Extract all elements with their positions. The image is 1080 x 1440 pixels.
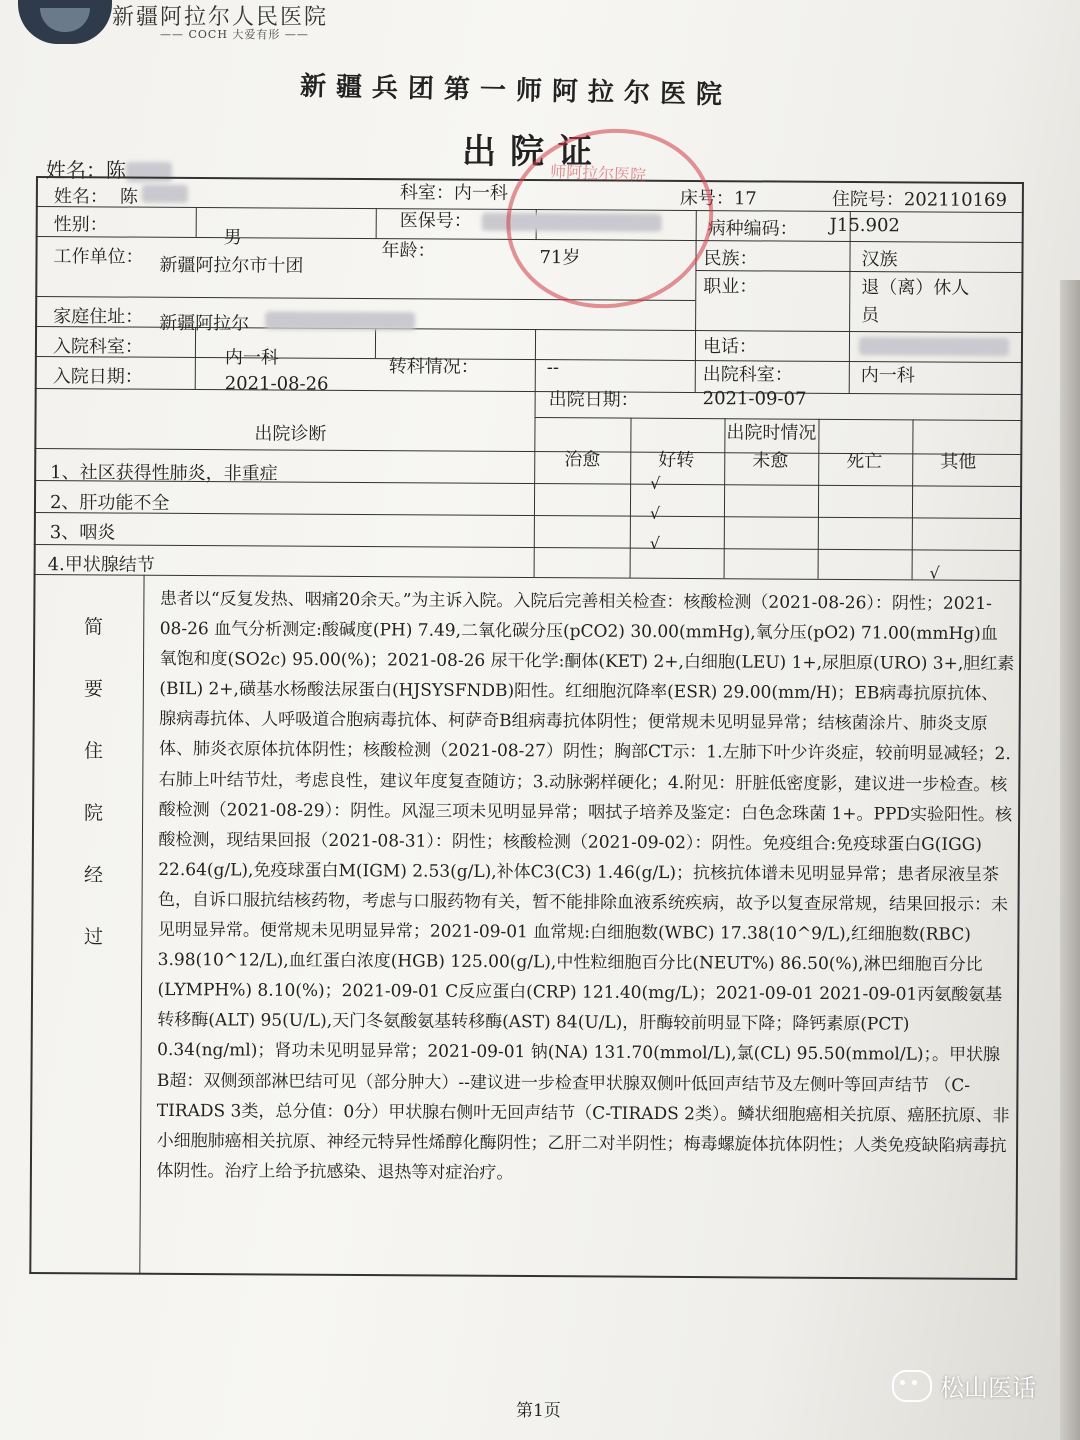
name-value: 陈 xyxy=(119,186,138,208)
age-value: 71岁 xyxy=(539,247,581,269)
in-date-value: 2021-08-26 xyxy=(224,373,329,395)
seal-text: 师阿拉尔医院 xyxy=(549,161,647,185)
insurance-label: 医保号： xyxy=(399,210,472,232)
ethnic-label: 民族： xyxy=(703,248,758,270)
check-row-2: √ xyxy=(649,503,661,523)
work-value: 新疆阿拉尔市十团 xyxy=(159,254,304,277)
hospitalization-summary: 患者以“反复发热、咽痛20余天。”为主诉入院。入院后完善相关检查：核酸检测（2021-08-26）：阴性；2021-08-26 血气分析测定:酸碱度(PH) 7.49,二氧化碳分压(pCO2) 30.00(mmHg),氧分压(pO2) 71.00(mmHg)血氧饱和度(SO2c) 95.00(%)；2021-08-26 尿干化学:酮体(KET) 2+,白细胞(LEU) 1+,尿胆原(URO) 3+,胆红素(BIL) 2+,磺基水杨酸法尿蛋白(HJSYSFNDB)阳性。红细胞沉降率(ESR) 29.00(mm/H)；EB病毒抗原抗体、腺病毒抗体、人呼吸道合胞病毒抗体、柯萨奇B组病毒抗体阴性；便常规未见明显异常；结核菌涂片、肺炎支原体、肺炎衣原体抗体阴性；核酸检测（2021-08-27）阴性；胸部CT示：1.左肺下叶少许炎症，较前明显减轻；2.右肺上叶结节灶，考虑良性，建议年度复查随访；3.动脉粥样硬化；4.附见：肝脏低密度影，建议进一步检查。核酸检测（2021-08-29）：阴性。风湿三项未见明显异常；咽拭子培养及鉴定：白色念珠菌 1+。PPD实验阳性。核酸检测，现结果回报（2021-08-31）：阴性；核酸检测（2021-09-02）：阴性。免疫组合:免疫球蛋白G(IGG) 22.64(g/L),免疫球蛋白M(IGM) 2.53(g/L),补体C3(C3) 1.46(g/L)；抗核抗体谱未见明显异常；患者尿液呈茶色，自诉口服抗结核药物，考虑与口服药物有关，暂不能排除血液系统疾病，故予以复查尿常规，结果回报示：未见明显异常。便常规未见明显异常；2021-09-01 血常规:白细胞数(WBC) 17.38(10^9/L),红细胞数(RBC) 3.98(10^12/L),血红蛋白浓度(HGB) 125.00(g/L),中性粒细胞百分比(NEUT%) 86.50(%),淋巴细胞百分比(LYMPH%) 8.10(%)；2021-09-01 C反应蛋白(CRP) 121.40(mg/L)；2021-09-01 2021-09-01丙氨酸氨基转移酶(ALT) 95(U/L),天门冬氨酸氨基转移酶(AST) 84(U/L)，肝酶较前明显下降；降钙素原(PCT) 0.34(ng/ml)；肾功未见明显异常；2021-09-01 钠(NA) 131.70(mmol/L),氯(CL) 95.50(mmol/L)；。甲状腺B超：双侧颈部淋巴结可见（部分肿大）--建议进一步检查甲状腺双侧叶低回声结节及左侧叶等回声结节 （C-TIRADS 3类，总分值：0分）甲状腺右侧叶无回声结节（C-TIRADS 2类）。鳞状细胞癌相关抗原、癌胚抗原、非小细胞肺癌相关抗原、神经元特异性烯醇化酶阴性；乙肝二对半阴性；梅毒螺旋体抗体阴性；人类免疫缺陷病毒抗体阴性。治疗上给予抗感染、退热等对症治疗。 xyxy=(156,588,1015,1183)
transfer-value: -- xyxy=(546,357,560,379)
watermark xyxy=(892,1368,1036,1403)
hospital-title: 新疆兵团第一师阿拉尔医院 xyxy=(299,71,733,111)
check-row-3: √ xyxy=(649,533,661,553)
diagnosis-row-4: 4.甲状腺结节 xyxy=(47,554,155,576)
dept: 科室：内一科 xyxy=(399,182,508,204)
logo-slogan: —— COCH 大爱有形 —— xyxy=(160,28,309,41)
col-cured: 治愈 xyxy=(564,449,601,471)
col-uncured: 未愈 xyxy=(752,450,789,472)
out-dept-value: 内一科 xyxy=(860,365,915,387)
redacted-name-2 xyxy=(142,185,188,203)
redacted-address xyxy=(265,311,415,330)
check-row-1: √ xyxy=(650,473,661,493)
page-edge-shadow xyxy=(1060,280,1080,1440)
in-dept-label: 入院科室： xyxy=(52,336,144,358)
sex-value: 男 xyxy=(223,227,242,249)
out-date-value: 2021-09-07 xyxy=(702,388,807,410)
in-dept-value: 内一科 xyxy=(224,347,279,369)
wechat-icon xyxy=(892,1370,932,1402)
disease-code-value: J15.902 xyxy=(829,214,900,237)
col-improved: 好转 xyxy=(658,449,695,472)
disease-code-label: 病种编码： xyxy=(707,218,798,240)
address-value: 新疆阿拉尔 xyxy=(159,312,250,335)
summary-label-3: 住 xyxy=(84,740,104,762)
age-label: 年龄： xyxy=(381,240,436,262)
job-value-1: 退（离）休人 xyxy=(861,277,970,299)
logo-name: 新疆阿拉尔人民医院 xyxy=(112,5,329,30)
document-title: 出院证 xyxy=(462,132,606,172)
transfer-label: 转科情况： xyxy=(388,356,479,378)
bed: 床号：17 xyxy=(679,187,757,210)
top-name-text: 姓名：陈 xyxy=(46,158,126,182)
summary-label-4: 院 xyxy=(84,802,104,824)
col-other: 其他 xyxy=(940,451,977,473)
summary-label-5: 经 xyxy=(84,864,104,886)
diagnosis-row-3: 3、咽炎 xyxy=(49,522,116,544)
page-number: 第1页 xyxy=(516,1401,561,1421)
job-label: 职业： xyxy=(703,276,758,298)
phone-label: 电话： xyxy=(702,336,758,358)
summary-label-6: 过 xyxy=(84,926,104,948)
diagnosis-row-1: 1、社区获得性肺炎，非重症 xyxy=(50,462,278,485)
col-death: 死亡 xyxy=(846,450,883,473)
admission-number: 住院号：202110169 xyxy=(831,188,1008,211)
diagnosis-row-2: 2、肝功能不全 xyxy=(49,492,170,514)
out-dept-label: 出院科室： xyxy=(702,364,793,386)
redacted-phone xyxy=(859,337,1009,356)
name-label: 姓名： xyxy=(53,186,108,208)
in-date-label: 入院日期： xyxy=(52,366,143,388)
check-row-4: √ xyxy=(929,563,940,583)
status-header: 出院时情况 xyxy=(726,422,817,444)
summary-label-1: 简 xyxy=(84,616,104,638)
work-label: 工作单位： xyxy=(53,246,144,268)
diagnosis-header: 出院诊断 xyxy=(254,423,327,445)
watermark-text: 松山医话 xyxy=(940,1374,1036,1402)
sex-label: 性别： xyxy=(53,214,108,236)
address-label: 家庭住址： xyxy=(53,306,144,328)
hospital-logo-icon xyxy=(18,0,112,44)
job-value-2: 员 xyxy=(861,305,880,327)
out-date-label: 出院日期： xyxy=(548,389,639,411)
ethnic-value: 汉族 xyxy=(861,249,898,271)
summary-label-2: 要 xyxy=(84,678,104,700)
